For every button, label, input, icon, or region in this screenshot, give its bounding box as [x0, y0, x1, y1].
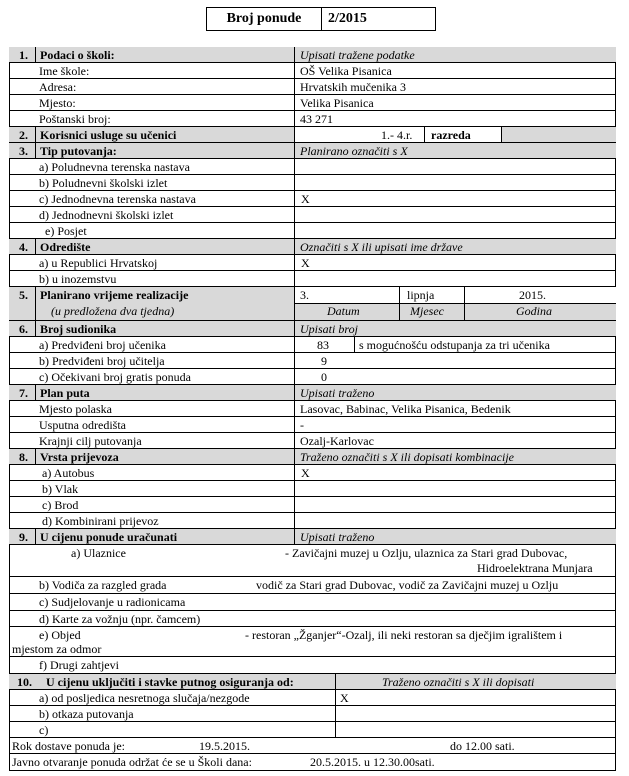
- deadline-label: Rok dostave ponuda je:: [12, 739, 125, 753]
- departure-label: Mjesto polaska: [39, 402, 112, 416]
- place-label: Mjesto:: [39, 96, 76, 110]
- place-value: Velika Pisanica: [300, 96, 374, 110]
- insurance-mark: X: [340, 691, 349, 705]
- section-10-number: 10.: [17, 675, 32, 689]
- trip-type-row: [9, 207, 616, 223]
- deadline-date: 19.5.2015.: [199, 739, 250, 753]
- opening-row: [9, 754, 616, 770]
- trip-type-mark: X: [301, 192, 310, 206]
- offer-number-label: Broj ponude: [207, 8, 322, 30]
- postal-value: 43 271: [300, 112, 333, 126]
- students-note: s mogućnošću odstupanja za tri učenika: [359, 338, 550, 352]
- school-name-value: OŠ Velika Pisanica: [300, 64, 392, 78]
- insurance-label: b) otkaza putovanja: [39, 707, 134, 721]
- destination-mark: X: [301, 256, 310, 270]
- destination-row: [9, 271, 616, 287]
- deadline-time: do 12.00 sati.: [450, 739, 515, 753]
- transport-row: [9, 497, 616, 513]
- section-1-hint: Upisati tražene podatke: [300, 48, 415, 62]
- section-1-number: 1.: [19, 48, 28, 62]
- final-destination-row: [9, 433, 616, 449]
- workshops-row: [9, 594, 616, 611]
- section-2-header: [9, 127, 616, 143]
- trip-type-label: b) Poludnevni školski izlet: [39, 176, 168, 190]
- section-2-title: Korisnici usluge su učenici: [40, 128, 177, 142]
- section-10-title: U cijenu uključiti i stavke putnog osiguranja od:: [46, 675, 294, 689]
- section-3-hint: Planirano označiti s X: [300, 144, 408, 158]
- guide-value: vodič za Stari grad Dubovac, vodič za Zavičajni muzej u Ozlju: [256, 578, 559, 592]
- section-1-title: Podaci o školi:: [40, 48, 115, 62]
- tickets-row: [9, 545, 616, 577]
- school-name-label: Ime škole:: [39, 64, 90, 78]
- tickets-label: a) Ulaznice: [71, 546, 126, 560]
- trip-type-row: [9, 223, 616, 239]
- transport-label: c) Brod: [42, 498, 79, 512]
- section-4-number: 4.: [19, 240, 28, 254]
- gratis-row: [9, 369, 616, 385]
- insurance-row: [9, 722, 616, 738]
- tickets-value: - Zavičajni muzej u Ozlju, ulaznica za Stari grad Dubovac,: [285, 546, 568, 560]
- section-10-hint: Traženo označiti s X ili dopisati: [382, 675, 535, 689]
- section-8-title: Vrsta prijevoza: [40, 450, 119, 464]
- date-day-caption: Datum: [327, 304, 360, 318]
- insurance-row: [9, 690, 616, 706]
- postal-label: Poštanski broj:: [39, 112, 111, 126]
- final-destination-value: Ozalj-Karlovac: [300, 434, 374, 448]
- destination-row: [9, 255, 616, 271]
- offer-number-value: 2/2015: [328, 11, 367, 26]
- section-2-number: 2.: [19, 128, 28, 142]
- section-4-header: [9, 239, 616, 255]
- gratis-value: 0: [321, 370, 327, 384]
- insurance-label: a) od posljedica nesretnoga slučaja/nezgode: [39, 691, 250, 705]
- transport-mark: X: [301, 466, 310, 480]
- departure-row: [9, 401, 616, 417]
- address-value: Hrvatskih mučenika 3: [300, 80, 406, 94]
- trip-type-label: a) Poludnevna terenska nastava: [39, 160, 190, 174]
- section-6-hint: Upisati broj: [300, 322, 358, 336]
- students-label: a) Predviđeni broj učenika: [39, 338, 166, 352]
- section-3-title: Tip putovanja:: [40, 144, 117, 158]
- section-7-hint: Upisati traženo: [300, 386, 375, 400]
- section-6-number: 6.: [19, 322, 28, 336]
- meal-row: [9, 627, 616, 657]
- section-7-number: 7.: [19, 386, 28, 400]
- section-5-number: 5.: [19, 288, 28, 302]
- transport-row: [9, 481, 616, 497]
- trip-type-label: c) Jednodnevna terenska nastava: [39, 192, 196, 206]
- transport-label: b) Vlak: [42, 482, 79, 496]
- grades-unit: razreda: [431, 128, 471, 142]
- transport-label: d) Kombinirani prijevoz: [42, 514, 159, 528]
- section-5-subtitle: (u predložena dva tjedna): [51, 304, 175, 318]
- boat-tickets-row: [9, 611, 616, 627]
- postal-row: [9, 111, 616, 127]
- guide-row: [9, 577, 616, 594]
- section-6-header: [9, 321, 616, 337]
- students-value: 83: [317, 338, 329, 352]
- opening-label: Javno otvaranje ponuda održat će se u Školi dana:: [12, 755, 252, 769]
- section-9-hint: Upisati traženo: [300, 530, 375, 544]
- teachers-value: 9: [321, 354, 327, 368]
- meal-value: - restoran „Žganjer“-Ozalj, ili neki restoran sa dječjim igralištem i: [245, 628, 563, 642]
- stops-value: -: [300, 418, 304, 432]
- section-4-title: Odredište: [40, 240, 91, 254]
- section-6-title: Broj sudionika: [40, 322, 117, 336]
- section-9-title: U cijenu ponude uračunati: [40, 530, 178, 544]
- place-row: [9, 95, 616, 111]
- section-9-header: [9, 529, 616, 545]
- teachers-label: b) Predviđeni broj učitelja: [39, 354, 165, 368]
- insurance-label: c): [39, 723, 49, 737]
- trip-type-row: [9, 159, 616, 175]
- tickets-value-line2: Hidroelektrana Munjara: [477, 561, 593, 575]
- destination-label: a) u Republici Hrvatskoj: [39, 256, 158, 270]
- address-row: [9, 79, 616, 95]
- section-7-title: Plan puta: [40, 386, 90, 400]
- trip-type-label: d) Jednodnevni školski izlet: [39, 208, 174, 222]
- other-requests-label: f) Drugi zahtjevi: [39, 658, 119, 672]
- section-10-header: [9, 674, 616, 690]
- section-8-header: [9, 449, 616, 465]
- transport-row: [9, 465, 616, 481]
- trip-type-label: e) Posjet: [45, 224, 87, 238]
- meal-value-line2: mjestom za odmor: [12, 642, 102, 656]
- date-year-caption: Godina: [516, 304, 552, 318]
- date-year: 2015.: [519, 288, 546, 302]
- section-3-number: 3.: [19, 144, 28, 158]
- transport-label: a) Autobus: [42, 466, 95, 480]
- opening-value: 20.5.2015. u 12.30.00sati.: [310, 755, 435, 769]
- trip-type-row: [9, 191, 616, 207]
- section-1-header: [9, 47, 616, 63]
- section-8-number: 8.: [19, 450, 28, 464]
- destination-label: b) u inozemstvu: [39, 272, 117, 286]
- teachers-row: [9, 353, 616, 369]
- date-month: lipnja: [407, 288, 435, 302]
- deadline-row: [9, 738, 616, 754]
- stops-label: Usputna odredišta: [39, 418, 126, 432]
- departure-value: Lasovac, Babinac, Velika Pisanica, Bedenik: [300, 402, 511, 416]
- trip-type-row: [9, 175, 616, 191]
- gratis-label: c) Očekivani broj gratis ponuda: [39, 370, 191, 384]
- final-destination-label: Krajnji cilj putovanja: [39, 434, 142, 448]
- section-5-title: Planirano vrijeme realizacije: [40, 288, 189, 302]
- stops-row: [9, 417, 616, 433]
- students-row: [9, 337, 616, 353]
- other-requests-row: [9, 657, 616, 674]
- section-3-header: [9, 143, 616, 159]
- section-5-header: [9, 287, 616, 321]
- section-4-hint: Označiti s X ili upisati ime države: [300, 240, 463, 254]
- insurance-row: [9, 706, 616, 722]
- date-day: 3.: [300, 288, 309, 302]
- grades-value: 1.- 4.r.: [381, 128, 413, 142]
- transport-row: [9, 513, 616, 529]
- workshops-label: c) Sudjelovanje u radionicama: [39, 595, 186, 609]
- section-7-header: [9, 385, 616, 401]
- date-month-caption: Mjesec: [410, 304, 444, 318]
- guide-label: b) Vodiča za razgled grada: [39, 578, 167, 592]
- section-8-hint: Traženo označiti s X ili dopisati kombinacije: [300, 450, 514, 464]
- offer-number-box: [206, 7, 436, 31]
- boat-tickets-label: d) Karte za vožnju (npr. čamcem): [39, 612, 201, 626]
- meal-label: e) Objed: [39, 628, 81, 642]
- address-label: Adresa:: [39, 80, 77, 94]
- section-9-number: 9.: [19, 530, 28, 544]
- school-name-row: [9, 63, 616, 79]
